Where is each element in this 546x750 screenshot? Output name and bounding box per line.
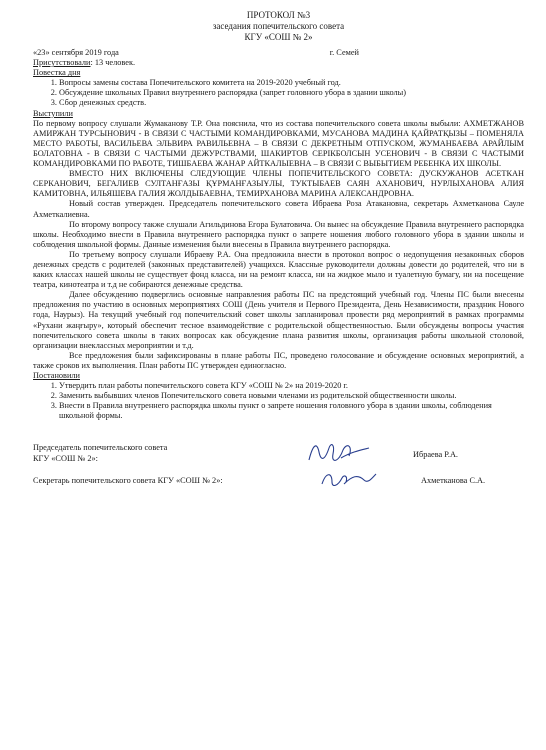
attendance-label: Присутствовали <box>33 58 91 68</box>
secretary-role: Секретарь попечительского совета КГУ «СОШ № 2»: <box>33 475 223 485</box>
speakers-paragraph-4: По второму вопросу также слушали Агильдинова Егора Булатовича. Он вынес на обсуждение Правила внутреннего распорядка школы. Необходимо внести в Правила внутреннего распорядка пункт о запрете ношения любого головного убора в здании школы и соблюдения школьной формы. Данные изменения были внесены в Правила внутреннего распорядка. <box>33 219 524 249</box>
resolution-item: 1. Утвердить план работы попечительского совета КГУ «СОШ № 2» на 2019-2020 г. <box>59 381 524 391</box>
agenda-list <box>33 78 524 108</box>
speakers-label: Выступили <box>33 108 73 118</box>
attendance <box>33 58 524 68</box>
agenda-item: 1. Вопросы замены состава Попечительского комитета на 2019-2020 учебный год. <box>59 78 524 88</box>
speakers-paragraph-7: Все предложения были зафиксированы в плане работы ПС, проведено голосование и обсуждение основных мероприятий, а также сроков их выполнения. План работы ПС утвержден единогласно. <box>33 350 524 370</box>
attendance-value: : 13 человек. <box>90 58 136 68</box>
resolutions-label: Постановили <box>33 371 80 380</box>
chair-name: Ибраева Р.А. <box>413 449 459 459</box>
protocol-subtitle: заседания попечительского совета <box>212 21 345 31</box>
meeting-date: «23» сентября 2019 года <box>33 48 119 57</box>
agenda-item: 2. Обсуждение школьных Правил внутреннего распорядка (запрет головного убора в здании школы) <box>59 88 524 98</box>
meeting-city: г. Семей <box>329 48 359 57</box>
resolutions-list <box>33 381 524 421</box>
chair-role: Председатель попечительского совета <box>33 443 168 453</box>
protocol-org: КГУ «СОШ № 2» <box>244 32 313 42</box>
chair-signature-row <box>33 449 524 476</box>
speakers-paragraph-5: По третьему вопросу слушали Ибраеву Р.А. Она предложила внести в протокол вопрос о недопущения незаконных сборов денежных средств с родителей (законных представителей) учащихся. Классные руководители должны довести до родителей, что ни в каких классах нашей школы не существует фонд класса, ни на ремонт класса, ни на жидкое мыло и туалетную бумагу, ни на посещение театра, кинотеатра и т.д не собираются денежные средства. <box>33 249 524 290</box>
agenda-item: 3. Сбор денежных средств. <box>59 98 524 108</box>
agenda-label: Повестка дня <box>33 68 81 78</box>
speakers-paragraph-2: ВМЕСТО НИХ ВКЛЮЧЕНЫ СЛЕДУЮЩИЕ ЧЛЕНЫ ПОПЕЧИТЕЛЬСКОГО СОВЕТА: ДУСКУЖАНОВ АСЕТКАН СЕРКАНОВИЧ, БЕГАЛИЕВ СУЛТАНҒАЗЫ ҚҰРМАНҒАЗЫҰЛЫ, ТУКТЫБАЕВ САЯН АХАНОВИЧ, НУРЛЫХАНОВА АЛИЯ КАМИТОВНА, ИЛЬЯШЕВА ГАЛИЯ ЖОЛДЫБАЕВНА, ТЕМИРХАНОВА МАРИНА АЛЕКСАНДРОВНА. <box>33 169 524 199</box>
speakers-paragraph-3: Новый состав утвержден. Председатель попечительского совета Ибраева Роза Атакановна, секретарь Ахметканова Сауле Ахметкалиевна. <box>33 199 524 219</box>
date-city-row <box>33 48 524 58</box>
resolution-item: 3. Внести в Правила внутреннего распорядка школы пункт о запрете ношения головного убора в здании школы, соблюдения школьной формы. <box>59 401 524 421</box>
chair-org: КГУ «СОШ № 2»: <box>33 453 98 463</box>
secretary-signature <box>318 466 378 492</box>
secretary-signature-row <box>33 476 524 498</box>
chair-signature <box>303 438 373 468</box>
secretary-name: Ахметканова С.А. <box>421 475 486 485</box>
speakers-paragraph-6: Далее обсуждению подверглись основные направления работы ПС на предстоящий учебный год. Члены ПС были внесены предложения по участию в основных мероприятиях СОШ (День учителя и Первого Президента, День Независимости, праздник Нового года, Наурыз). На текущий учебный год попечительский совет школы запланировал провести ряд мероприятий в рамках программы «Рухани жаңғыру», который обеспечит тесное взаимодействие с родительской общественностью. Были обсуждены вопросы участия попечительского совета школы в таких вопросах как обсуждение плана развития школы, организация работы школьной столовой, организации внеклассных мероприятии и т.д. <box>33 290 524 350</box>
resolution-item: 2. Заменить выбывших членов Попечительского совета новыми членами из родительской общественности школы. <box>59 391 524 401</box>
speakers-paragraph-1: По первому вопросу слушали Жумаканову Т.Р. Она пояснила, что из состава попечительского совета школы выбыли: АХМЕТЖАНОВ АМИРЖАН ТУРСЫНОВИЧ - В СВЯЗИ С ЧАСТЫМИ КОМАНДИРОВКАМИ, МУСАНОВА МАДИНА ҚАЙРАТҚЫЗЫ – ПОМЕНЯЛА МЕСТО РАБОТЫ, ВАСИЛЬЕВА ЭЛЬВИРА РАВИЛЬЕВНА – В СВЯЗИ С ДЕКРЕТНЫМ ОТПУСКОМ, ЖУМАНБАЕВА АРАЙЛЫМ БОЛАТОВНА - В СВЯЗИ С ЧАСТЫМИ ДЕЖУРСТВАМИ, ШАКИРТОВ СЕРІКБОЛСЫН УСЕНОВИЧ - В СВЯЗИ С ЧАСТЫМИ КОМАНДИРОВКАМИ ПО РАБОТЕ, ТИШБАЕВА ЖАНАР АЙТКАЛЫЕВНА – В СВЯЗИ С ВЫБЫТИЕМ РЕБЕНКА ИХ ШКОЛЫ. <box>33 118 524 169</box>
protocol-title: ПРОТОКОЛ №3 <box>246 10 311 20</box>
